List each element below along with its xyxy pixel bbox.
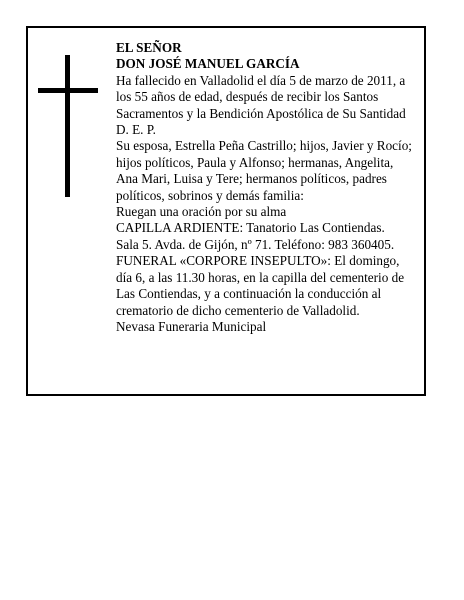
notice-line: día 6, a las 11.30 horas, en la capilla del cementerio de [116,269,405,285]
notice-line: D. E. P. [116,122,156,138]
notice-text [116,40,424,335]
notice-line: crematorio de dicho cementerio de Valladolid. [116,302,360,318]
notice-line: FUNERAL «CORPORE INSEPULTO»: El domingo, [116,253,400,269]
cross-icon [38,55,98,197]
deceased-name: DON JOSÉ MANUEL GARCÍA [116,56,300,72]
notice-line: Sacramentos y la Bendición Apostólica de Su Santidad [116,105,406,121]
obituary-notice [26,26,426,396]
heading-title: EL SEÑOR [116,40,182,55]
notice-line: Su esposa, Estrella Peña Castrillo; hijos, Javier y Rocío; [116,138,412,154]
notice-line: hijos políticos, Paula y Alfonso; hermanas, Angelita, [116,154,394,170]
notice-line: políticos, sobrinos y demás familia: [116,187,304,203]
cross-vertical-bar [65,55,70,197]
notice-line: Nevasa Funeraria Municipal [116,318,267,334]
notice-line: Sala 5. Avda. de Gijón, nº 71. Teléfono: 983 360405. [116,236,395,252]
notice-line: Ruegan una oración por su alma [116,204,287,220]
cross-horizontal-bar [38,88,98,93]
notice-line: Ha fallecido en Valladolid el día 5 de marzo de 2011, a [116,72,406,88]
notice-line: CAPILLA ARDIENTE: Tanatorio Las Contiendas. [116,220,385,236]
notice-line: los 55 años de edad, después de recibir los Santos [116,89,379,105]
notice-line: Las Contiendas, y a continuación la conducción al [116,286,382,302]
notice-line: Ana Mari, Luisa y Tere; hermanos políticos, padres [116,171,387,187]
